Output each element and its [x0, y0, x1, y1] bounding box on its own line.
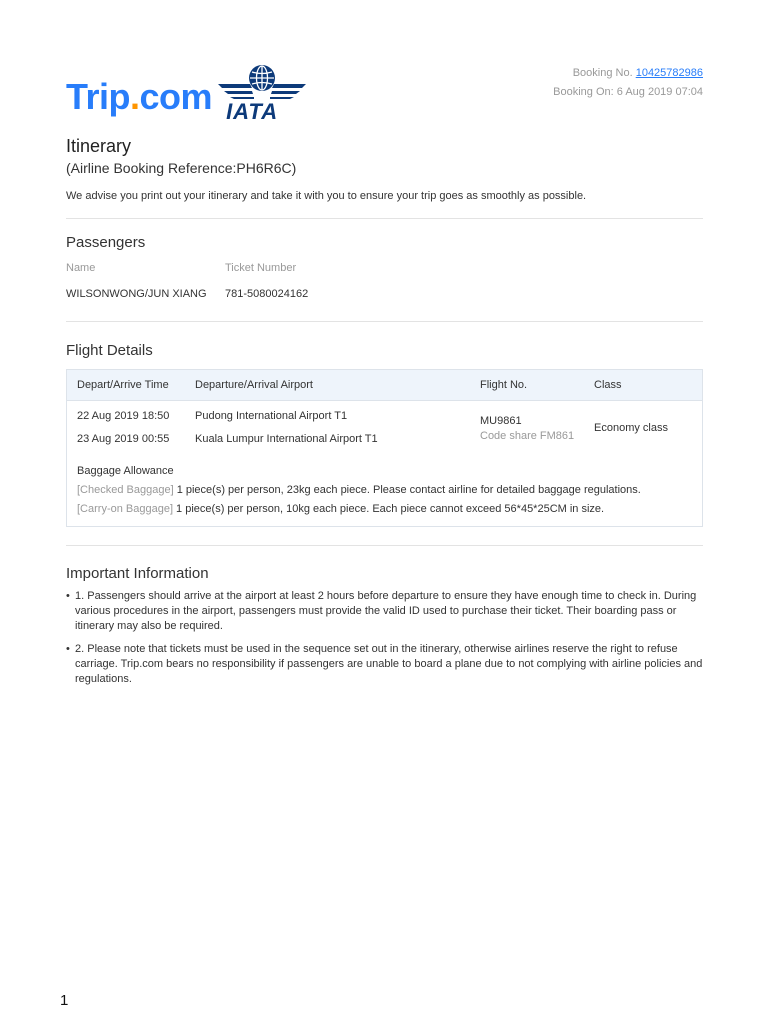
trip-com-logo: Trip.com: [66, 76, 213, 117]
important-info-title: Important Information: [66, 565, 209, 582]
carry-on-baggage-tag: [Carry-on Baggage]: [77, 503, 173, 515]
code-share: Code share FM861: [480, 430, 575, 442]
booking-meta: [553, 64, 703, 102]
booking-number-label: Booking No.: [572, 67, 633, 79]
flight-number: MU9861: [480, 415, 522, 427]
bullet: •: [66, 590, 70, 602]
list-item: [66, 589, 703, 634]
time-column-header: Depart/Arrive Time: [77, 379, 169, 391]
list-item: [66, 642, 703, 687]
checked-baggage-text: 1 piece(s) per person, 23kg each piece. Please contact airline for detailed baggage regulations.: [173, 484, 641, 496]
arrive-time: 23 Aug 2019 00:55: [77, 433, 170, 445]
flight-table-header: [67, 370, 702, 401]
baggage-title: Baggage Allowance: [77, 465, 174, 477]
ticket-number: 781-5080024162: [225, 288, 309, 300]
checked-baggage-line: [77, 484, 641, 496]
flight-details-title: Flight Details: [66, 342, 153, 359]
divider: [66, 321, 703, 322]
carry-on-baggage-text: 1 piece(s) per person, 10kg each piece. Each piece cannot exceed 56*45*25CM in size.: [173, 503, 605, 515]
carry-on-baggage-line: [77, 503, 604, 515]
flight-no-column-header: Flight No.: [480, 379, 528, 391]
depart-airport: Pudong International Airport T1: [195, 410, 348, 422]
info-text: 1. Passengers should arrive at the airport at least 2 hours before departure to ensure they have enough time to check in. During various procedures in the airport, passengers must provide the valid ID used to purchase their ticket. Their boarding pass or itinerary may also be required.: [75, 590, 697, 632]
divider: [66, 218, 703, 219]
booking-date-label: Booking On:: [553, 86, 614, 98]
important-info-list: [66, 589, 703, 695]
checked-baggage-tag: [Checked Baggage]: [77, 484, 174, 496]
name-column-header: Name: [66, 262, 96, 274]
flight-details-table: [66, 369, 703, 527]
class-column-header: Class: [594, 379, 622, 391]
page-title: Itinerary: [66, 136, 132, 156]
booking-number-link[interactable]: 10425782986: [635, 67, 703, 79]
cabin-class: Economy class: [594, 422, 668, 434]
bullet: •: [66, 643, 70, 655]
airport-column-header: Departure/Arrival Airport: [195, 379, 313, 391]
passenger-name: WILSONWONG/JUN XIANG: [66, 288, 207, 300]
iata-text: IATA: [226, 99, 279, 124]
booking-number-row: [553, 64, 703, 83]
advice-text: We advise you print out your itinerary and take it with you to ensure your trip goes as smoothly as possible.: [66, 190, 587, 202]
info-text: 2. Please note that tickets must be used in the sequence set out in the itinerary, otherwise airlines reserve the right to refuse carriage. Trip.com bears no responsibility if passengers are unable to board a plane due to not complying with airline policies and regulations.: [75, 643, 703, 685]
arrive-airport: Kuala Lumpur International Airport T1: [195, 433, 378, 445]
divider: [66, 545, 703, 546]
ticket-column-header: Ticket Number: [225, 262, 297, 274]
booking-date-row: [553, 83, 703, 102]
page-number: 1: [60, 992, 69, 1009]
iata-logo: [214, 62, 310, 124]
depart-time: 22 Aug 2019 18:50: [77, 410, 170, 422]
passengers-title: Passengers: [66, 234, 146, 251]
logo-area: [66, 62, 310, 122]
booking-date-value: 6 Aug 2019 07:04: [616, 86, 703, 98]
booking-reference: (Airline Booking Reference:PH6R6C): [66, 160, 297, 176]
